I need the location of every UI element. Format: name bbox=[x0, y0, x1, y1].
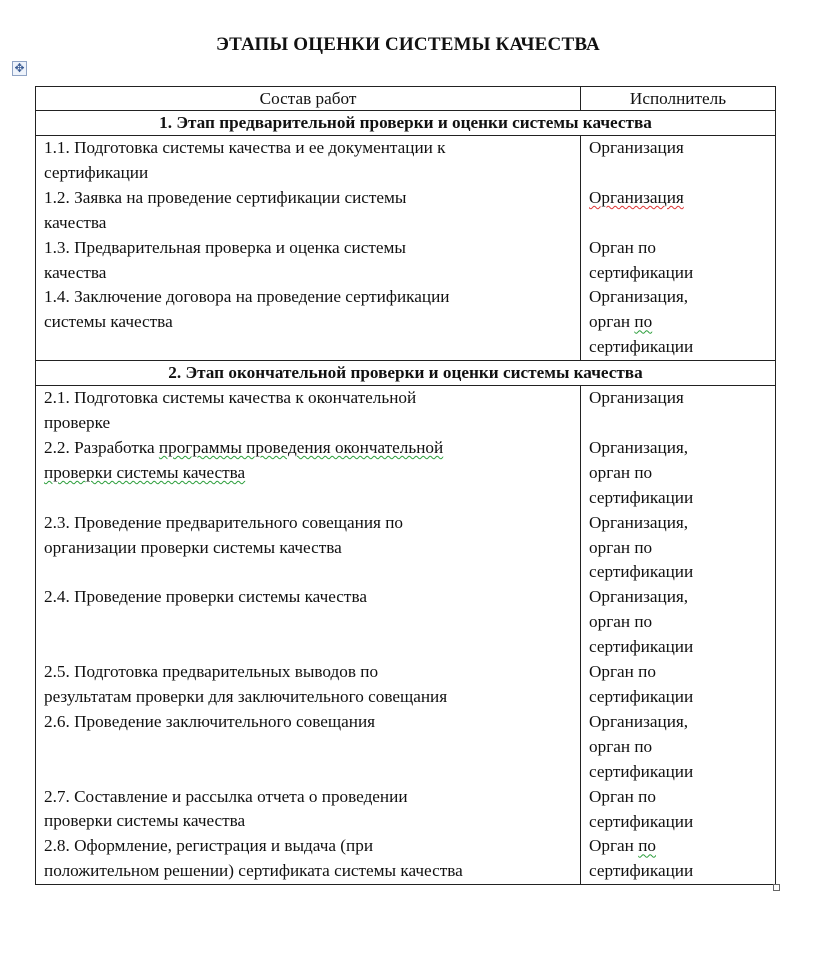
work-item-2-7: 2.7. Составление и рассылка отчета о проведении проверки системы качества bbox=[44, 786, 408, 831]
performer-1-3: Орган по сертификации bbox=[589, 237, 694, 282]
work-item-1-2: 1.2. Заявка на проведение сертификации системы качества bbox=[44, 187, 407, 232]
performer-2-8: Орган по сертификации bbox=[589, 836, 694, 881]
performer-2-3: Организация, орган по сертификации bbox=[589, 512, 694, 582]
table-header-row bbox=[36, 87, 776, 111]
stage-2-work-cell bbox=[36, 386, 581, 885]
stage-2-heading: 2. Этап окончательной проверки и оценки системы качества bbox=[36, 361, 776, 386]
quality-assessment-table bbox=[35, 86, 776, 885]
performer-1-4: Организация, орган по сертификации bbox=[589, 287, 694, 357]
stage-1-body-row bbox=[36, 136, 776, 361]
performer-2-7: Орган по сертификации bbox=[589, 786, 694, 831]
work-item-2-8: 2.8. Оформление, регистрация и выдача (при положительном решении) сертификата системы качества bbox=[44, 836, 463, 881]
stage-1-heading-row bbox=[36, 111, 776, 136]
stage-1-heading: 1. Этап предварительной проверки и оценки системы качества bbox=[36, 111, 776, 136]
column-header-work: Состав работ bbox=[36, 87, 581, 111]
stage-2-body-row bbox=[36, 386, 776, 885]
work-item-2-4: 2.4. Проведение проверки системы качества bbox=[44, 587, 367, 607]
stage-1-work-cell bbox=[36, 136, 581, 361]
work-item-1-4: 1.4. Заключение договора на проведение сертификации системы качества bbox=[44, 287, 450, 332]
performer-2-6: Организация, орган по сертификации bbox=[589, 711, 694, 781]
stage-2-heading-row bbox=[36, 361, 776, 386]
work-item-1-3: 1.3. Предварительная проверка и оценка системы качества bbox=[44, 237, 406, 282]
work-item-2-6: 2.6. Проведение заключительного совещания bbox=[44, 711, 376, 731]
work-item-1-1: 1.1. Подготовка системы качества и ее документации к сертификации bbox=[44, 138, 446, 182]
performer-2-5: Орган по сертификации bbox=[589, 662, 694, 706]
document-title: ЭТАПЫ ОЦЕНКИ СИСТЕМЫ КАЧЕСТВА bbox=[216, 34, 600, 55]
work-item-2-1: 2.1. Подготовка системы качества к окончательной проверке bbox=[44, 388, 417, 433]
work-item-2-2: 2.2. Разработка программы проведения окончательной проверки системы качества bbox=[44, 437, 444, 482]
table-move-handle-icon[interactable]: ✥ bbox=[12, 61, 27, 76]
stage-1-performer-cell bbox=[581, 136, 776, 361]
table-resize-handle[interactable] bbox=[773, 884, 780, 891]
performer-2-2: Организация, орган по сертификации bbox=[589, 437, 694, 507]
work-item-2-5: 2.5. Подготовка предварительных выводов по результатам проверки для заключительного совещания bbox=[44, 662, 448, 706]
performer-1-1: Организация bbox=[589, 138, 684, 157]
performer-2-1: Организация bbox=[589, 388, 684, 408]
performer-1-2: Организация bbox=[589, 187, 684, 207]
work-item-2-3: 2.3. Проведение предварительного совещания по организации проверки системы качества bbox=[44, 512, 404, 557]
column-header-performer: Исполнитель bbox=[581, 87, 776, 111]
stage-2-performer-cell bbox=[581, 386, 776, 885]
performer-2-4: Организация, орган по сертификации bbox=[589, 587, 694, 657]
